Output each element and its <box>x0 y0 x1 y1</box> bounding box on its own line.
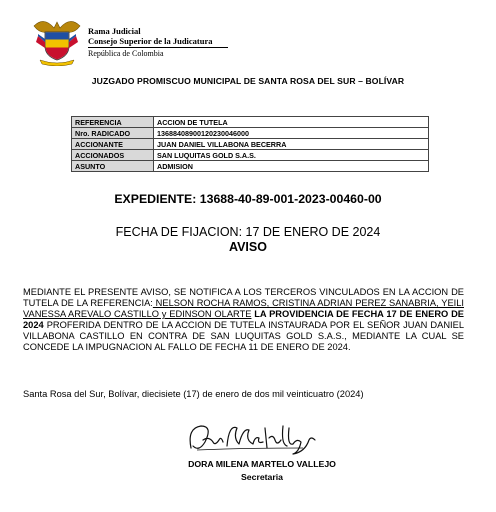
row-value: ADMISION <box>154 161 429 172</box>
signer-name: DORA MILENA MARTELO VALLEJO <box>188 459 336 469</box>
table-row <box>72 139 429 150</box>
body-providencia: LA PROVIDENCIA DE FECHA 17 DE ENERO DE 2024 <box>23 309 464 330</box>
table-row <box>72 117 429 128</box>
expediente-number: EXPEDIENTE: 13688-40-89-001-2023-00460-00 <box>114 192 382 206</box>
row-value: SAN LUQUITAS GOLD S.A.S. <box>154 150 429 161</box>
body-vinculados: NELSON ROCHA RAMOS, CRISTINA ADRIAN PEREZ SANABRIA, YEILI VANESSA AREVALO CASTILLO y EDINSON OLARTE <box>23 298 464 319</box>
table-row <box>72 150 429 161</box>
body-part4: PROFERIDA DENTRO DE LA ACCION DE TUTELA INSTAURADA POR EL SEÑOR JUAN DANIEL VILLABONA CASTILLO EN CONTRA DE SAN LUQUITAS GOLD S.A.S., MEDIANTE LA CUAL SE CONCEDE LA IMPUGNACION AL FALLO DE FECHA 11 DE ENERO DE 2024. <box>23 320 464 352</box>
colombia-coat-of-arms-icon <box>30 12 84 66</box>
signer-role: Secretaria <box>240 472 284 482</box>
body-part1: MEDIANTE EL PRESENTE AVISO, SE NOTIFICA A LOS TERCEROS VINCULADOS EN LA ACCION DE TUTELA DE LA REFERENCIA: <box>23 287 464 308</box>
row-key: ACCIONANTE <box>72 139 154 150</box>
letterhead-divider <box>88 47 228 48</box>
table-row <box>72 161 429 172</box>
letterhead-text <box>88 26 288 59</box>
row-key: REFERENCIA <box>72 117 154 128</box>
fecha-fijacion: FECHA DE FIJACION: 17 DE ENERO DE 2024 <box>115 225 381 239</box>
row-key: ACCIONADOS <box>72 150 154 161</box>
row-value: 13688408900120230046000 <box>154 128 429 139</box>
notice-title: AVISO <box>229 240 267 254</box>
court-name: JUZGADO PROMISCUO MUNICIPAL DE SANTA ROSA DEL SUR – BOLÍVAR <box>91 76 405 86</box>
place-date: Santa Rosa del Sur, Bolívar, diecisiete (17) de enero de dos mil veinticuatro (2024) <box>23 389 364 399</box>
row-value: ACCION DE TUTELA <box>154 117 429 128</box>
table-row <box>72 128 429 139</box>
reference-table <box>71 116 429 172</box>
handwritten-signature <box>183 418 323 458</box>
row-key: Nro. RADICADO <box>72 128 154 139</box>
letterhead-line1: Rama Judicial <box>88 26 141 36</box>
row-value: JUAN DANIEL VILLABONA BECERRA <box>154 139 429 150</box>
letterhead-line2: Consejo Superior de la Judicatura <box>88 36 213 46</box>
notice-body <box>23 287 464 353</box>
letterhead-line3: República de Colombia <box>88 49 164 58</box>
row-key: ASUNTO <box>72 161 154 172</box>
